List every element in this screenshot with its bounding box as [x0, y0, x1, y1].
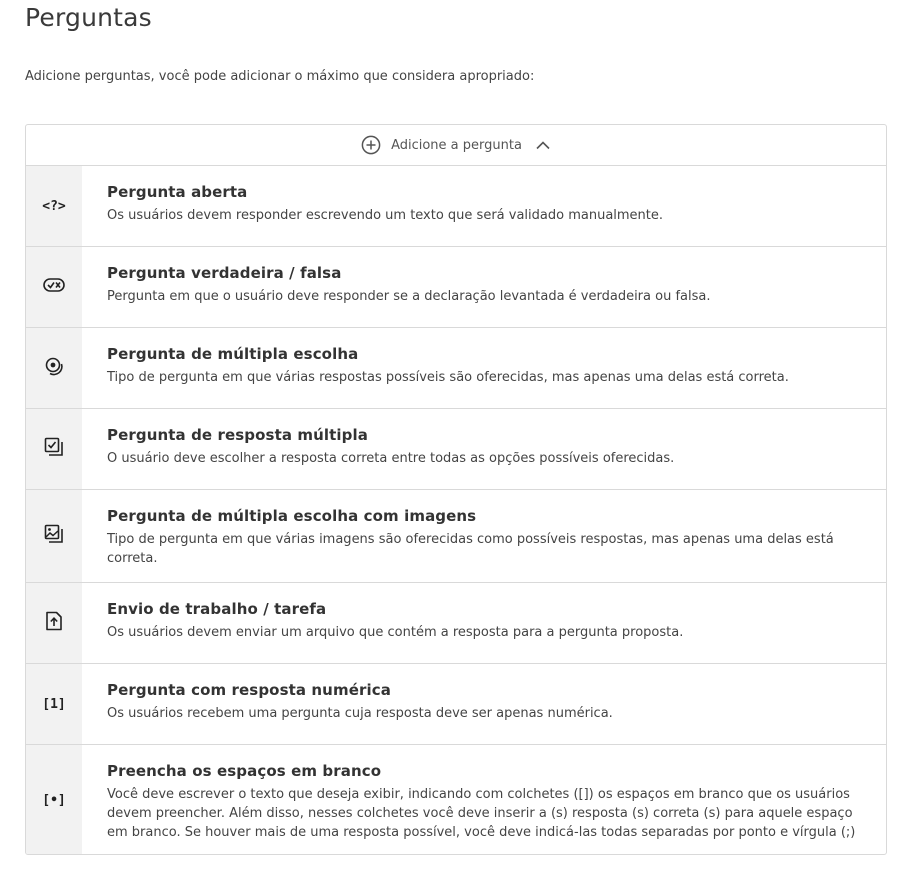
question-type-description: Os usuários devem enviar um arquivo que contém a resposta para a pergunta proposta.: [107, 625, 684, 640]
numeric-answer-icon: [1]: [42, 696, 66, 712]
plus-circle-icon: [361, 135, 381, 155]
question-types-panel: [25, 124, 887, 855]
question-type-title: Pergunta aberta: [107, 183, 248, 201]
question-type-true-false[interactable]: [26, 247, 886, 328]
question-type-title: Pergunta de múltipla escolha com imagens: [107, 507, 477, 525]
question-type-description: Os usuários devem responder escrevendo um texto que será validado manualmente.: [107, 208, 664, 223]
open-question-icon: <?>: [42, 198, 66, 214]
question-type-fill-blanks[interactable]: [26, 745, 886, 855]
question-type-open[interactable]: [26, 166, 886, 247]
image-choice-icon: [44, 524, 64, 548]
question-type-multiple-choice[interactable]: [26, 328, 886, 409]
file-upload-icon: [45, 611, 63, 635]
question-type-multiple-answer[interactable]: [26, 409, 886, 490]
page-title: Perguntas: [25, 3, 152, 32]
add-question-toggle[interactable]: [26, 125, 886, 166]
single-choice-icon: [44, 356, 64, 380]
question-type-title: Preencha os espaços em branco: [107, 762, 382, 780]
question-type-title: Envio de trabalho / tarefa: [107, 600, 327, 618]
question-type-description: Os usuários recebem uma pergunta cuja resposta deve ser apenas numérica.: [107, 706, 613, 721]
page-intro: Adicione perguntas, você pode adicionar o máximo que considera apropriado:: [25, 69, 535, 84]
question-type-title: Pergunta de resposta múltipla: [107, 426, 368, 444]
question-type-title: Pergunta com resposta numérica: [107, 681, 391, 699]
question-type-title: Pergunta de múltipla escolha: [107, 345, 359, 363]
question-type-description: Tipo de pergunta em que várias imagens são oferecidas como possíveis respostas, mas apenas uma delas está correta.: [107, 532, 834, 566]
question-type-numeric[interactable]: [26, 664, 886, 745]
chevron-up-icon: [535, 140, 551, 150]
question-type-description: Pergunta em que o usuário deve responder se a declaração levantada é verdadeira ou falsa.: [107, 289, 711, 304]
add-question-label: Adicione a pergunta: [391, 137, 522, 153]
question-type-title: Pergunta verdadeira / falsa: [107, 264, 342, 282]
question-type-image-choice[interactable]: [26, 490, 886, 583]
question-type-description: O usuário deve escolher a resposta correta entre todas as opções possíveis oferecidas.: [107, 451, 675, 466]
question-type-description: Você deve escrever o texto que deseja exibir, indicando com colchetes ([]) os espaços em branco que os usuários devem preencher. Além disso, nesses colchetes você deve inserir a (s) resposta (s) correta (s) para aquele espaço em branco. Se houver mais de uma resposta possível, você deve indicá-las todas separadas por ponto e vírgula (;): [107, 787, 856, 840]
multiple-answer-icon: [44, 437, 64, 461]
question-type-description: Tipo de pergunta em que várias respostas possíveis são oferecidas, mas apenas uma delas está correta.: [107, 370, 789, 385]
fill-blanks-icon: [•]: [42, 793, 66, 808]
true-false-icon: [43, 277, 65, 297]
question-type-file-upload[interactable]: [26, 583, 886, 664]
